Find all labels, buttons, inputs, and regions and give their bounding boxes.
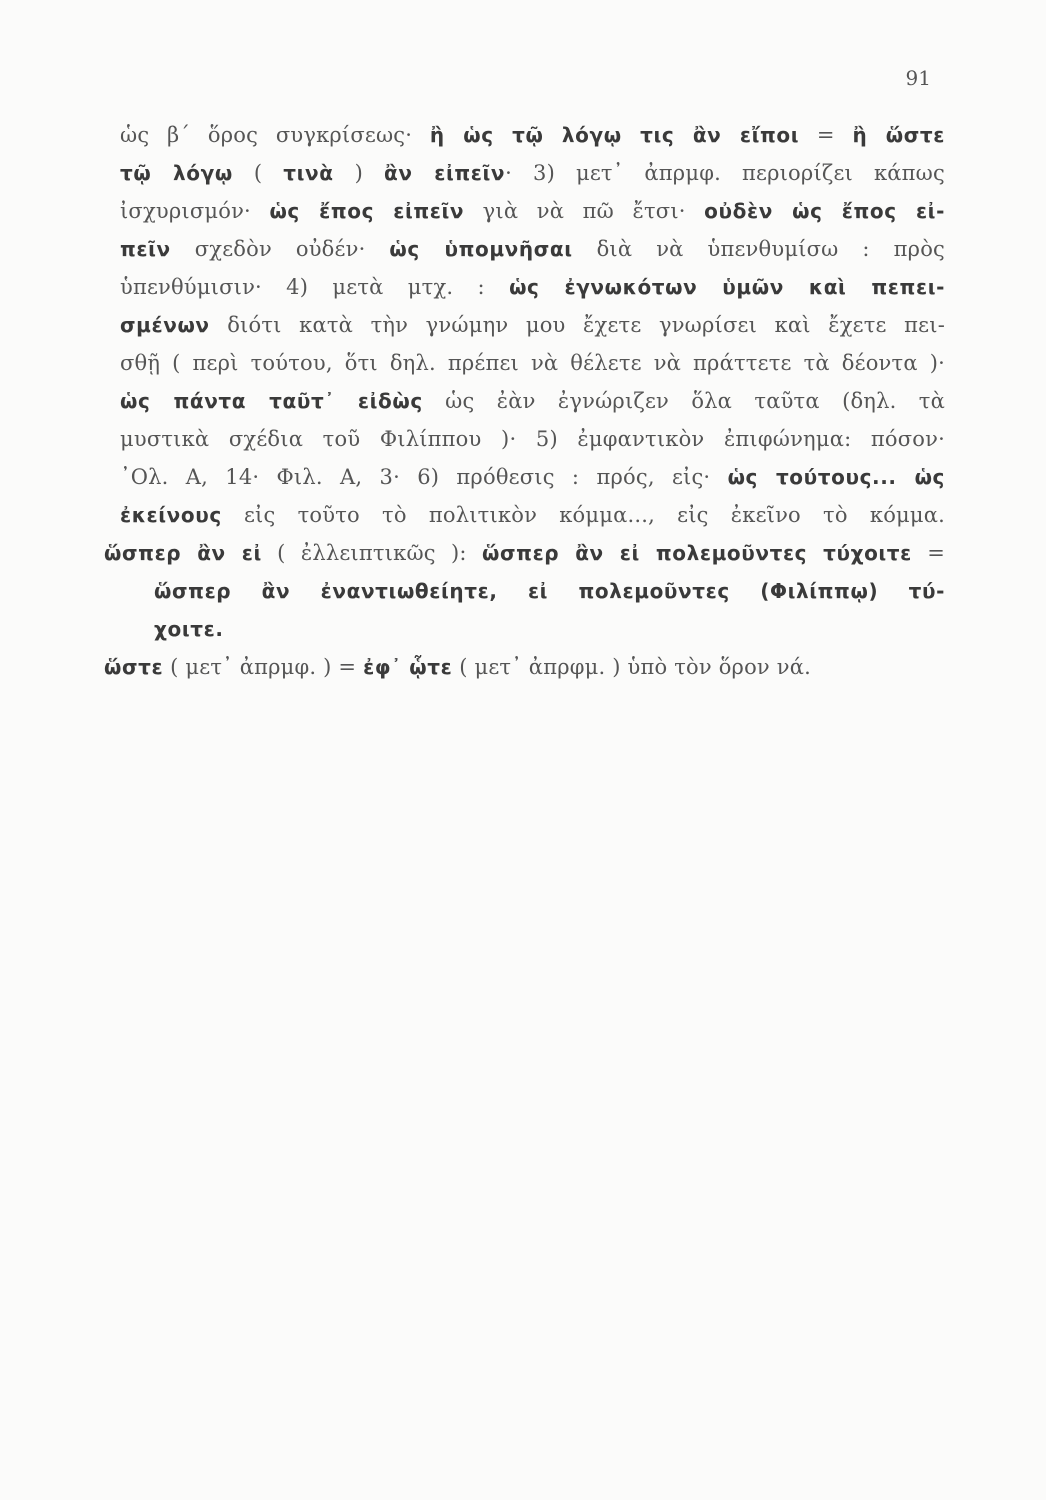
text-segment: σχεδὸν οὐδέν· (170, 237, 390, 261)
bold-phrase: ὥστε (104, 655, 164, 679)
bold-phrase: χοιτε. (154, 617, 224, 641)
text-line-8 (120, 382, 945, 420)
text-segment: ) (333, 161, 384, 185)
entry-text (104, 116, 946, 686)
text-line-1 (120, 116, 945, 154)
bold-phrase: σμένων (120, 313, 210, 337)
text-segment: · 3) μετ᾿ ἀπρμφ. περιορίζει κάπως (505, 161, 945, 185)
text-line-10 (120, 458, 945, 496)
bold-phrase: ὥσπερ ἂν εἰ πολεμοῦντες τύχοιτε (481, 541, 912, 565)
text-line-14 (154, 610, 945, 648)
bold-phrase: ἐκείνους (120, 503, 222, 527)
bold-phrase: ὥσπερ ἂν εἰ (104, 541, 262, 565)
text-segment: ᾿Ολ. Α, 14· Φιλ. Α, 3· 6) πρόθεσις : πρός, εἰς· (120, 465, 728, 489)
text-segment: = (799, 123, 853, 147)
text-segment: διὰ νὰ ὑπενθυμίσω : πρὸς (572, 237, 945, 261)
text-line-5 (120, 268, 945, 306)
text-segment: ( μετ᾿ ἀπρφμ. ) ὑπὸ τὸν ὅρον νά. (452, 655, 811, 679)
bold-phrase: ἢ ὥστε (852, 123, 945, 147)
text-line-11 (120, 496, 945, 534)
bold-phrase: ὡς ὑπομνῆσαι (389, 237, 573, 261)
bold-phrase: ὡς ἐγνωκότων ὑμῶν καὶ πεπει- (509, 275, 945, 299)
text-segment: ὡς ἐὰν ἐγνώριζεν ὅλα ταῦτα (δηλ. τὰ (422, 389, 945, 413)
page-number: 91 (905, 66, 931, 90)
text-line-15 (104, 648, 945, 686)
text-segment: ὡς β΄ ὅρος συγκρίσεως· (120, 123, 430, 147)
text-segment: εἰς τοῦτο τὸ πολιτικὸν κόμμα..., εἰς ἐκεῖνο τὸ κόμμα. (221, 503, 945, 527)
bold-phrase: ἂν εἰπεῖν (383, 161, 506, 185)
bold-phrase: ὡς ἔπος εἰπεῖν (269, 199, 465, 223)
text-line-3 (120, 192, 945, 230)
text-line-2 (120, 154, 945, 192)
text-segment: ( (232, 161, 284, 185)
text-segment: διότι κατὰ τὴν γνώμην μου ἔχετε γνωρίσει καὶ ἔχετε πει- (209, 313, 945, 337)
text-segment: ἰσχυρισμόν· (120, 199, 270, 223)
text-line-7 (120, 344, 945, 382)
bold-phrase: τινὰ (283, 161, 334, 185)
text-segment: ( ἐλλειπτικῶς ): (261, 541, 482, 565)
text-segment: ὑπενθύμισιν· 4) μετὰ μτχ. : (120, 275, 510, 299)
text-segment: = (911, 541, 945, 565)
text-line-4 (120, 230, 945, 268)
bold-phrase: οὐδὲν ὡς ἔπος εἰ- (704, 199, 945, 223)
bold-phrase: ὡς πάντα ταῦτ᾿ εἰδὼς (120, 389, 423, 413)
bold-phrase: ἐφ᾿ ᾧτε (363, 655, 453, 679)
bold-phrase: ἢ ὡς τῷ λόγῳ τις ἂν εἴποι (429, 123, 800, 147)
bold-phrase: ὡς τούτους... ὡς (727, 465, 946, 489)
text-segment: ( μετ᾿ ἀπρμφ. ) = (163, 655, 364, 679)
text-segment: σθῇ ( περὶ τούτου, ὅτι δηλ. πρέπει νὰ θέλετε νὰ πράττετε τὰ δέοντα )· (120, 351, 945, 375)
text-segment: γιὰ νὰ πῶ ἔτσι· (464, 199, 705, 223)
text-line-6 (120, 306, 945, 344)
text-line-9 (120, 420, 945, 458)
text-line-13 (154, 572, 945, 610)
text-segment: μυστικὰ σχέδια τοῦ Φιλίππου )· 5) ἐμφαντικὸν ἐπιφώνημα: πόσον· (120, 427, 945, 451)
bold-phrase: ὥσπερ ἂν ἐναντιωθείητε, εἰ πολεμοῦντες (Φιλίππῳ) τύ- (154, 579, 945, 603)
text-line-12 (104, 534, 945, 572)
bold-phrase: τῷ λόγῳ (120, 161, 233, 185)
bold-phrase: πεῖν (120, 237, 171, 261)
